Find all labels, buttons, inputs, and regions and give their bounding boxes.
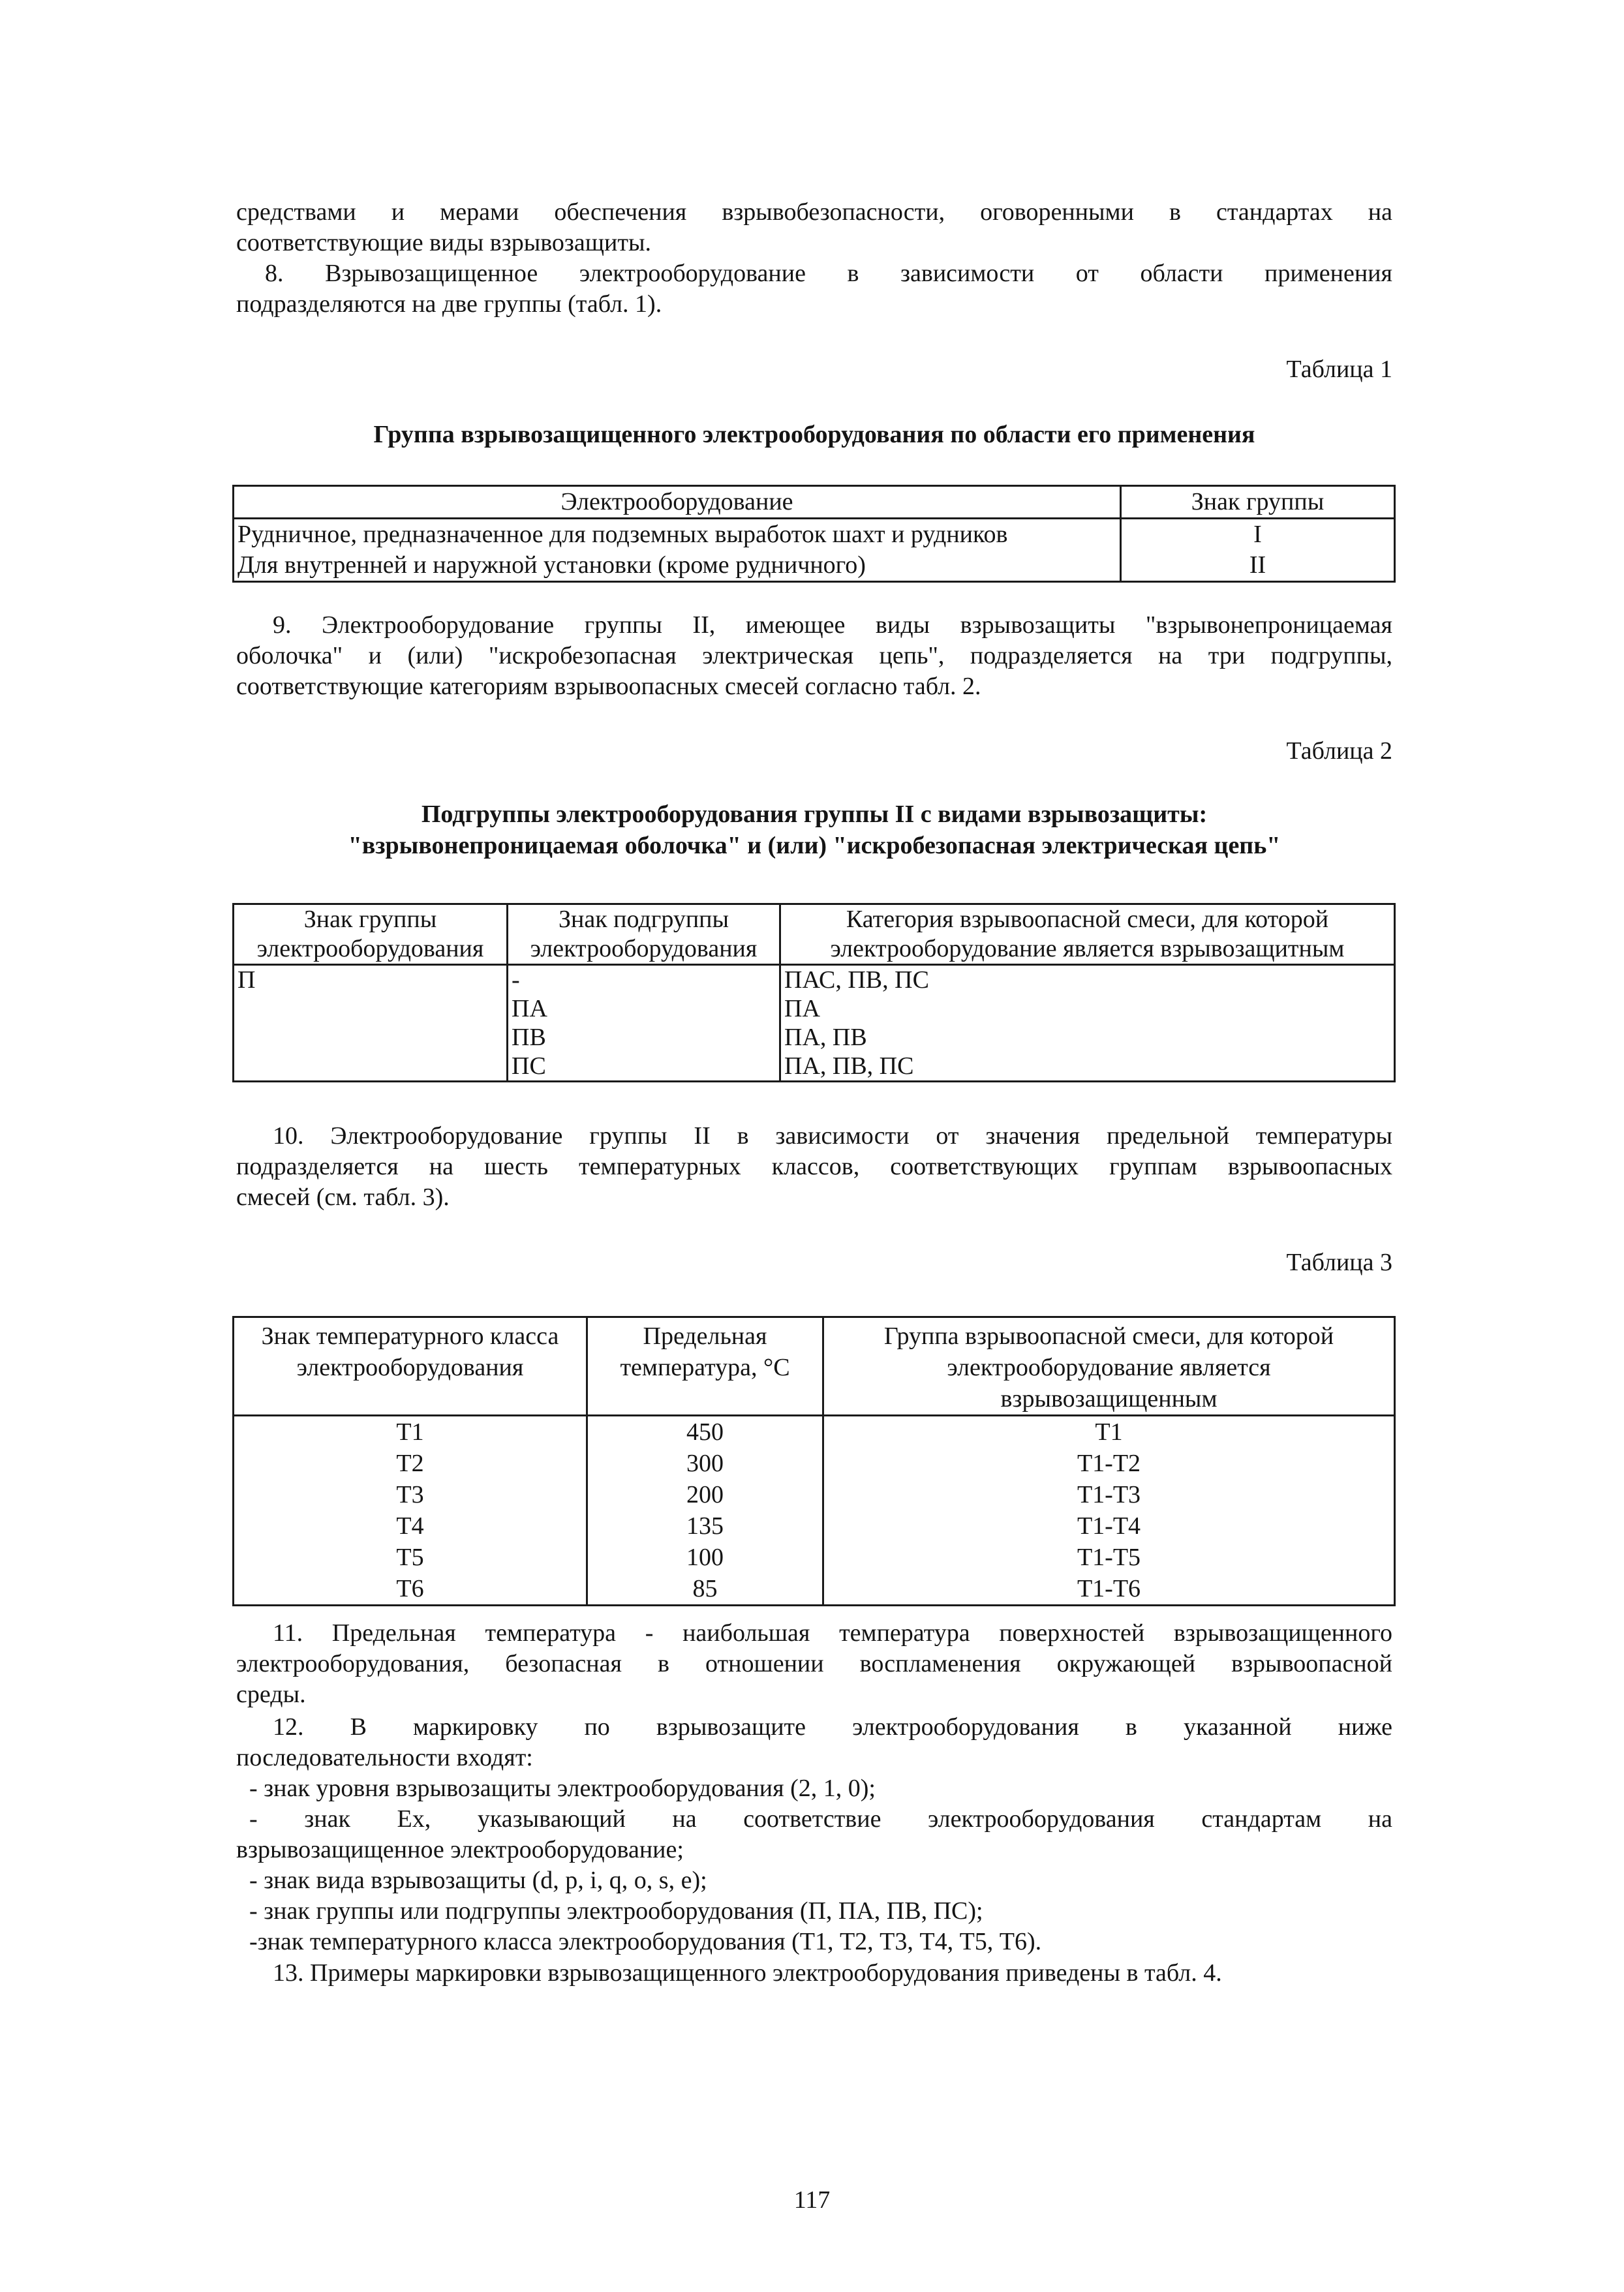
table-cell: П (234, 965, 508, 995)
table-header-row (234, 1317, 1395, 1416)
table-cell: II (1121, 550, 1395, 582)
table-cell: 200 (587, 1479, 823, 1510)
header-line: Знак подгруппы (558, 906, 729, 933)
table-cell: Для внутренней и наружной установки (кроме рудничного) (234, 550, 1121, 582)
table-cell: T1-T5 (823, 1542, 1395, 1573)
paragraph-9 (236, 610, 1392, 702)
table-cell: T5 (234, 1542, 587, 1573)
table-row (234, 550, 1395, 582)
table-row (234, 519, 1395, 551)
column-header (780, 904, 1395, 965)
table-cell: ПА (508, 994, 780, 1023)
text-line: подразделяется на шесть температурных классов, соответствующих группам взрывоопасных (236, 1153, 1392, 1180)
text-line: 9. Электрооборудование группы II, имеющее виды взрывозащиты "взрывонепроницаемая (273, 611, 1392, 639)
table-1-label: Таблица 1 (1286, 356, 1392, 383)
table-cell: 135 (587, 1510, 823, 1542)
paragraph-13: 13. Примеры маркировки взрывозащищенного электрооборудования приведены в табл. 4. (273, 1959, 1222, 1987)
text-line: оболочка" и (или) "искробезопасная электрическая цепь", подразделяется на три подгруппы, (236, 642, 1392, 669)
list-item: - знак Ex, указывающий на соответствие электрооборудования стандартам на (249, 1805, 1392, 1833)
table-row (234, 1023, 1395, 1052)
table-cell: T1-T3 (823, 1479, 1395, 1510)
table-cell: 300 (587, 1448, 823, 1479)
table-cell: T2 (234, 1448, 587, 1479)
text-line: средствами и мерами обеспечения взрывобезопасности, оговоренными в стандартах на (236, 198, 1392, 226)
table-cell: - (508, 965, 780, 995)
table-cell: T6 (234, 1573, 587, 1606)
table-row (234, 994, 1395, 1023)
table-cell (234, 994, 508, 1023)
header-line: электрооборудования (530, 935, 758, 962)
paragraph-8 (236, 258, 1392, 320)
header-line: взрывозащищенным (1000, 1385, 1218, 1413)
column-header (234, 904, 508, 965)
table-cell: T3 (234, 1479, 587, 1510)
header-line: электрооборудования (256, 935, 484, 962)
header-line: электрооборудование является взрывозащитным (830, 935, 1345, 962)
table-cell: T4 (234, 1510, 587, 1542)
list-item: - знак уровня взрывозащиты электрооборудования (2, 1, 0); (249, 1775, 876, 1802)
table-row (234, 1542, 1395, 1573)
table-3-label: Таблица 3 (1286, 1249, 1392, 1276)
table-cell: ПАС, ПВ, ПС (780, 965, 1395, 995)
page-number: 117 (793, 2186, 831, 2214)
table-row (234, 1448, 1395, 1479)
table-cell: T1 (823, 1416, 1395, 1448)
table-2-title-line-2: "взрывонепроницаемая оболочка" и (или) "искробезопасная электрическая цепь" (348, 832, 1281, 859)
table-cell (234, 1052, 508, 1082)
table-header-row (234, 904, 1395, 965)
column-header (587, 1317, 823, 1416)
table-header-row (234, 486, 1395, 519)
table-cell: 450 (587, 1416, 823, 1448)
column-header: Электрооборудование (234, 486, 1121, 519)
table-cell (234, 1023, 508, 1052)
table-2 (232, 903, 1396, 1082)
header-line: Знак группы (303, 906, 437, 933)
text-line: смесей (см. табл. 3). (236, 1184, 450, 1211)
table-cell: ПА, ПВ (780, 1023, 1395, 1052)
list-item: - знак группы или подгруппы электрооборудования (П, ПА, ПВ, ПС); (249, 1897, 983, 1925)
text-line: электрооборудования, безопасная в отношении воспламенения окружающей взрывоопасной (236, 1650, 1392, 1677)
header-line: Категория взрывоопасной смеси, для которой (846, 906, 1329, 933)
table-1 (232, 485, 1396, 583)
table-2-title-line-1: Подгруппы электрооборудования группы II с видами взрывозащиты: (421, 801, 1208, 828)
paragraph-12 (236, 1712, 1392, 1957)
text-line: 12. В маркировку по взрывозащите электрооборудования в указанной ниже (273, 1713, 1392, 1741)
text-line: последовательности входят: (236, 1744, 533, 1771)
header-line: Группа взрывоопасной смеси, для которой (883, 1322, 1334, 1350)
table-cell: ПА (780, 994, 1395, 1023)
paragraph-11 (236, 1618, 1392, 1710)
table-cell: T1-T6 (823, 1573, 1395, 1606)
text-line: среды. (236, 1681, 306, 1708)
table-cell: Рудничное, предназначенное для подземных выработок шахт и рудников (234, 519, 1121, 551)
table-cell: ПА, ПВ, ПС (780, 1052, 1395, 1082)
table-cell: ПС (508, 1052, 780, 1082)
list-item: -знак температурного класса электрооборудования (Т1, Т2, Т3, Т4, Т5, Т6). (249, 1928, 1042, 1955)
column-header (234, 1317, 587, 1416)
text-line: соответствующие категориям взрывоопасных смесей согласно табл. 2. (236, 673, 981, 700)
text-line: подразделяются на две группы (табл. 1). (236, 290, 662, 318)
table-cell: 100 (587, 1542, 823, 1573)
header-line: электрооборудование является (947, 1354, 1271, 1381)
table-cell: I (1121, 519, 1395, 551)
table-cell: T1-T4 (823, 1510, 1395, 1542)
list-item: - знак вида взрывозащиты (d, p, i, q, o, s, e); (249, 1867, 707, 1894)
table-2-label: Таблица 2 (1286, 737, 1392, 765)
table-row (234, 1479, 1395, 1510)
text-line: соответствующие виды взрывозащиты. (236, 229, 652, 256)
column-header (508, 904, 780, 965)
text-line: 10. Электрооборудование группы II в зависимости от значения предельной температуры (273, 1122, 1392, 1150)
text-line: 8. Взрывозащищенное электрооборудование в зависимости от области применения (265, 260, 1392, 287)
paragraph-continuation (236, 197, 1392, 258)
text-line: 11. Предельная температура - наибольшая температура поверхностей взрывозащищенного (273, 1619, 1392, 1647)
table-row (234, 1573, 1395, 1606)
table-row (234, 965, 1395, 995)
table-cell: T1 (234, 1416, 587, 1448)
header-line: электрооборудования (296, 1354, 524, 1381)
table-row (234, 1416, 1395, 1448)
table-cell: 85 (587, 1573, 823, 1606)
paragraph-10 (236, 1121, 1392, 1213)
column-header (823, 1317, 1395, 1416)
header-line: температура, °С (620, 1354, 790, 1381)
table-3 (232, 1316, 1396, 1606)
table-1-title: Группа взрывозащищенного электрооборудования по области его применения (373, 421, 1255, 448)
table-row (234, 1510, 1395, 1542)
header-line: Предельная (643, 1322, 767, 1350)
column-header: Знак группы (1121, 486, 1395, 519)
table-cell: T1-T2 (823, 1448, 1395, 1479)
header-line: Знак температурного класса (261, 1322, 559, 1350)
text-line: взрывозащищенное электрооборудование; (236, 1836, 684, 1863)
table-cell: ПВ (508, 1023, 780, 1052)
table-row (234, 1052, 1395, 1082)
